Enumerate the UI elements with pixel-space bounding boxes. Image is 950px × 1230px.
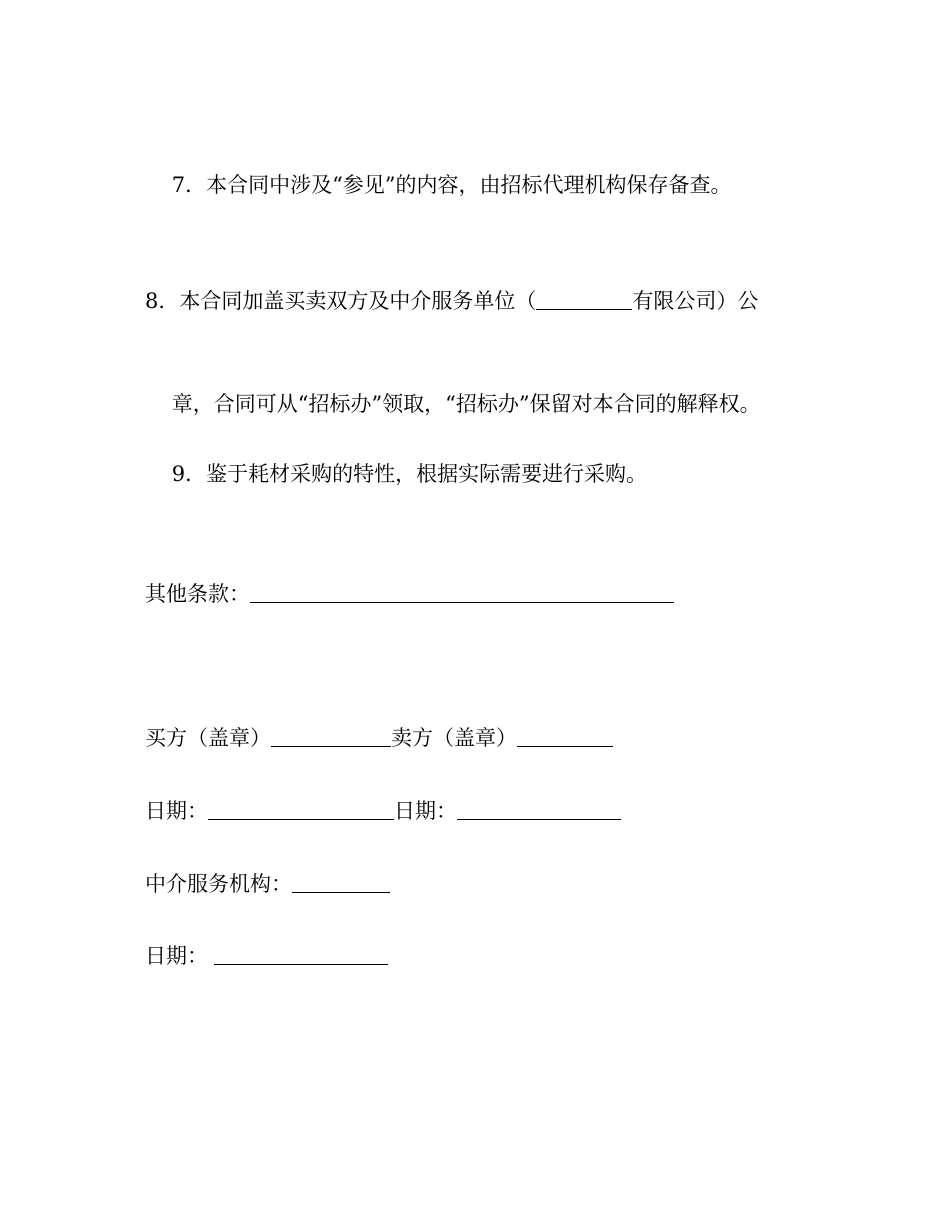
other-terms [145, 580, 674, 608]
clause-8-line-1 [145, 287, 758, 315]
buyer-seal-blank[interactable] [271, 728, 391, 747]
agency-date-label: 日期： [145, 944, 208, 968]
clause-7 [145, 143, 732, 227]
agency-date-row [145, 942, 388, 970]
agency-date-blank[interactable] [214, 946, 388, 965]
clause-7-text: 7．本合同中涉及“参见”的内容，由招标代理机构保存备查。 [171, 173, 732, 197]
other-terms-blank[interactable] [250, 584, 674, 603]
agency-row [145, 870, 390, 898]
clause-9 [145, 432, 647, 516]
company-name-blank[interactable] [536, 291, 632, 310]
clause-8-text-end: 有限公司）公 [632, 289, 759, 313]
buyer-date-label: 日期： [145, 799, 208, 823]
seller-seal-label: 卖方（盖章） [391, 726, 517, 750]
buyer-seal-label: 买方（盖章） [145, 726, 271, 750]
buyer-date-blank[interactable] [208, 801, 394, 820]
agency-label: 中介服务机构： [145, 872, 292, 896]
agency-blank[interactable] [292, 874, 390, 893]
seller-date-label: 日期： [394, 799, 457, 823]
seller-seal-blank[interactable] [517, 728, 613, 747]
buyer-seller-seal-row [145, 724, 613, 752]
other-terms-label: 其他条款： [145, 582, 250, 606]
clause-8-text-start: 8．本合同加盖买卖双方及中介服务单位（ [145, 289, 537, 313]
clause-8-text-continued: 章，合同可从“招标办”领取，“招标办”保留对本合同的解释权。 [171, 392, 761, 416]
date-row [145, 797, 621, 825]
seller-date-blank[interactable] [457, 801, 621, 820]
clause-9-text: 9．鉴于耗材采购的特性，根据实际需要进行采购。 [171, 462, 648, 486]
